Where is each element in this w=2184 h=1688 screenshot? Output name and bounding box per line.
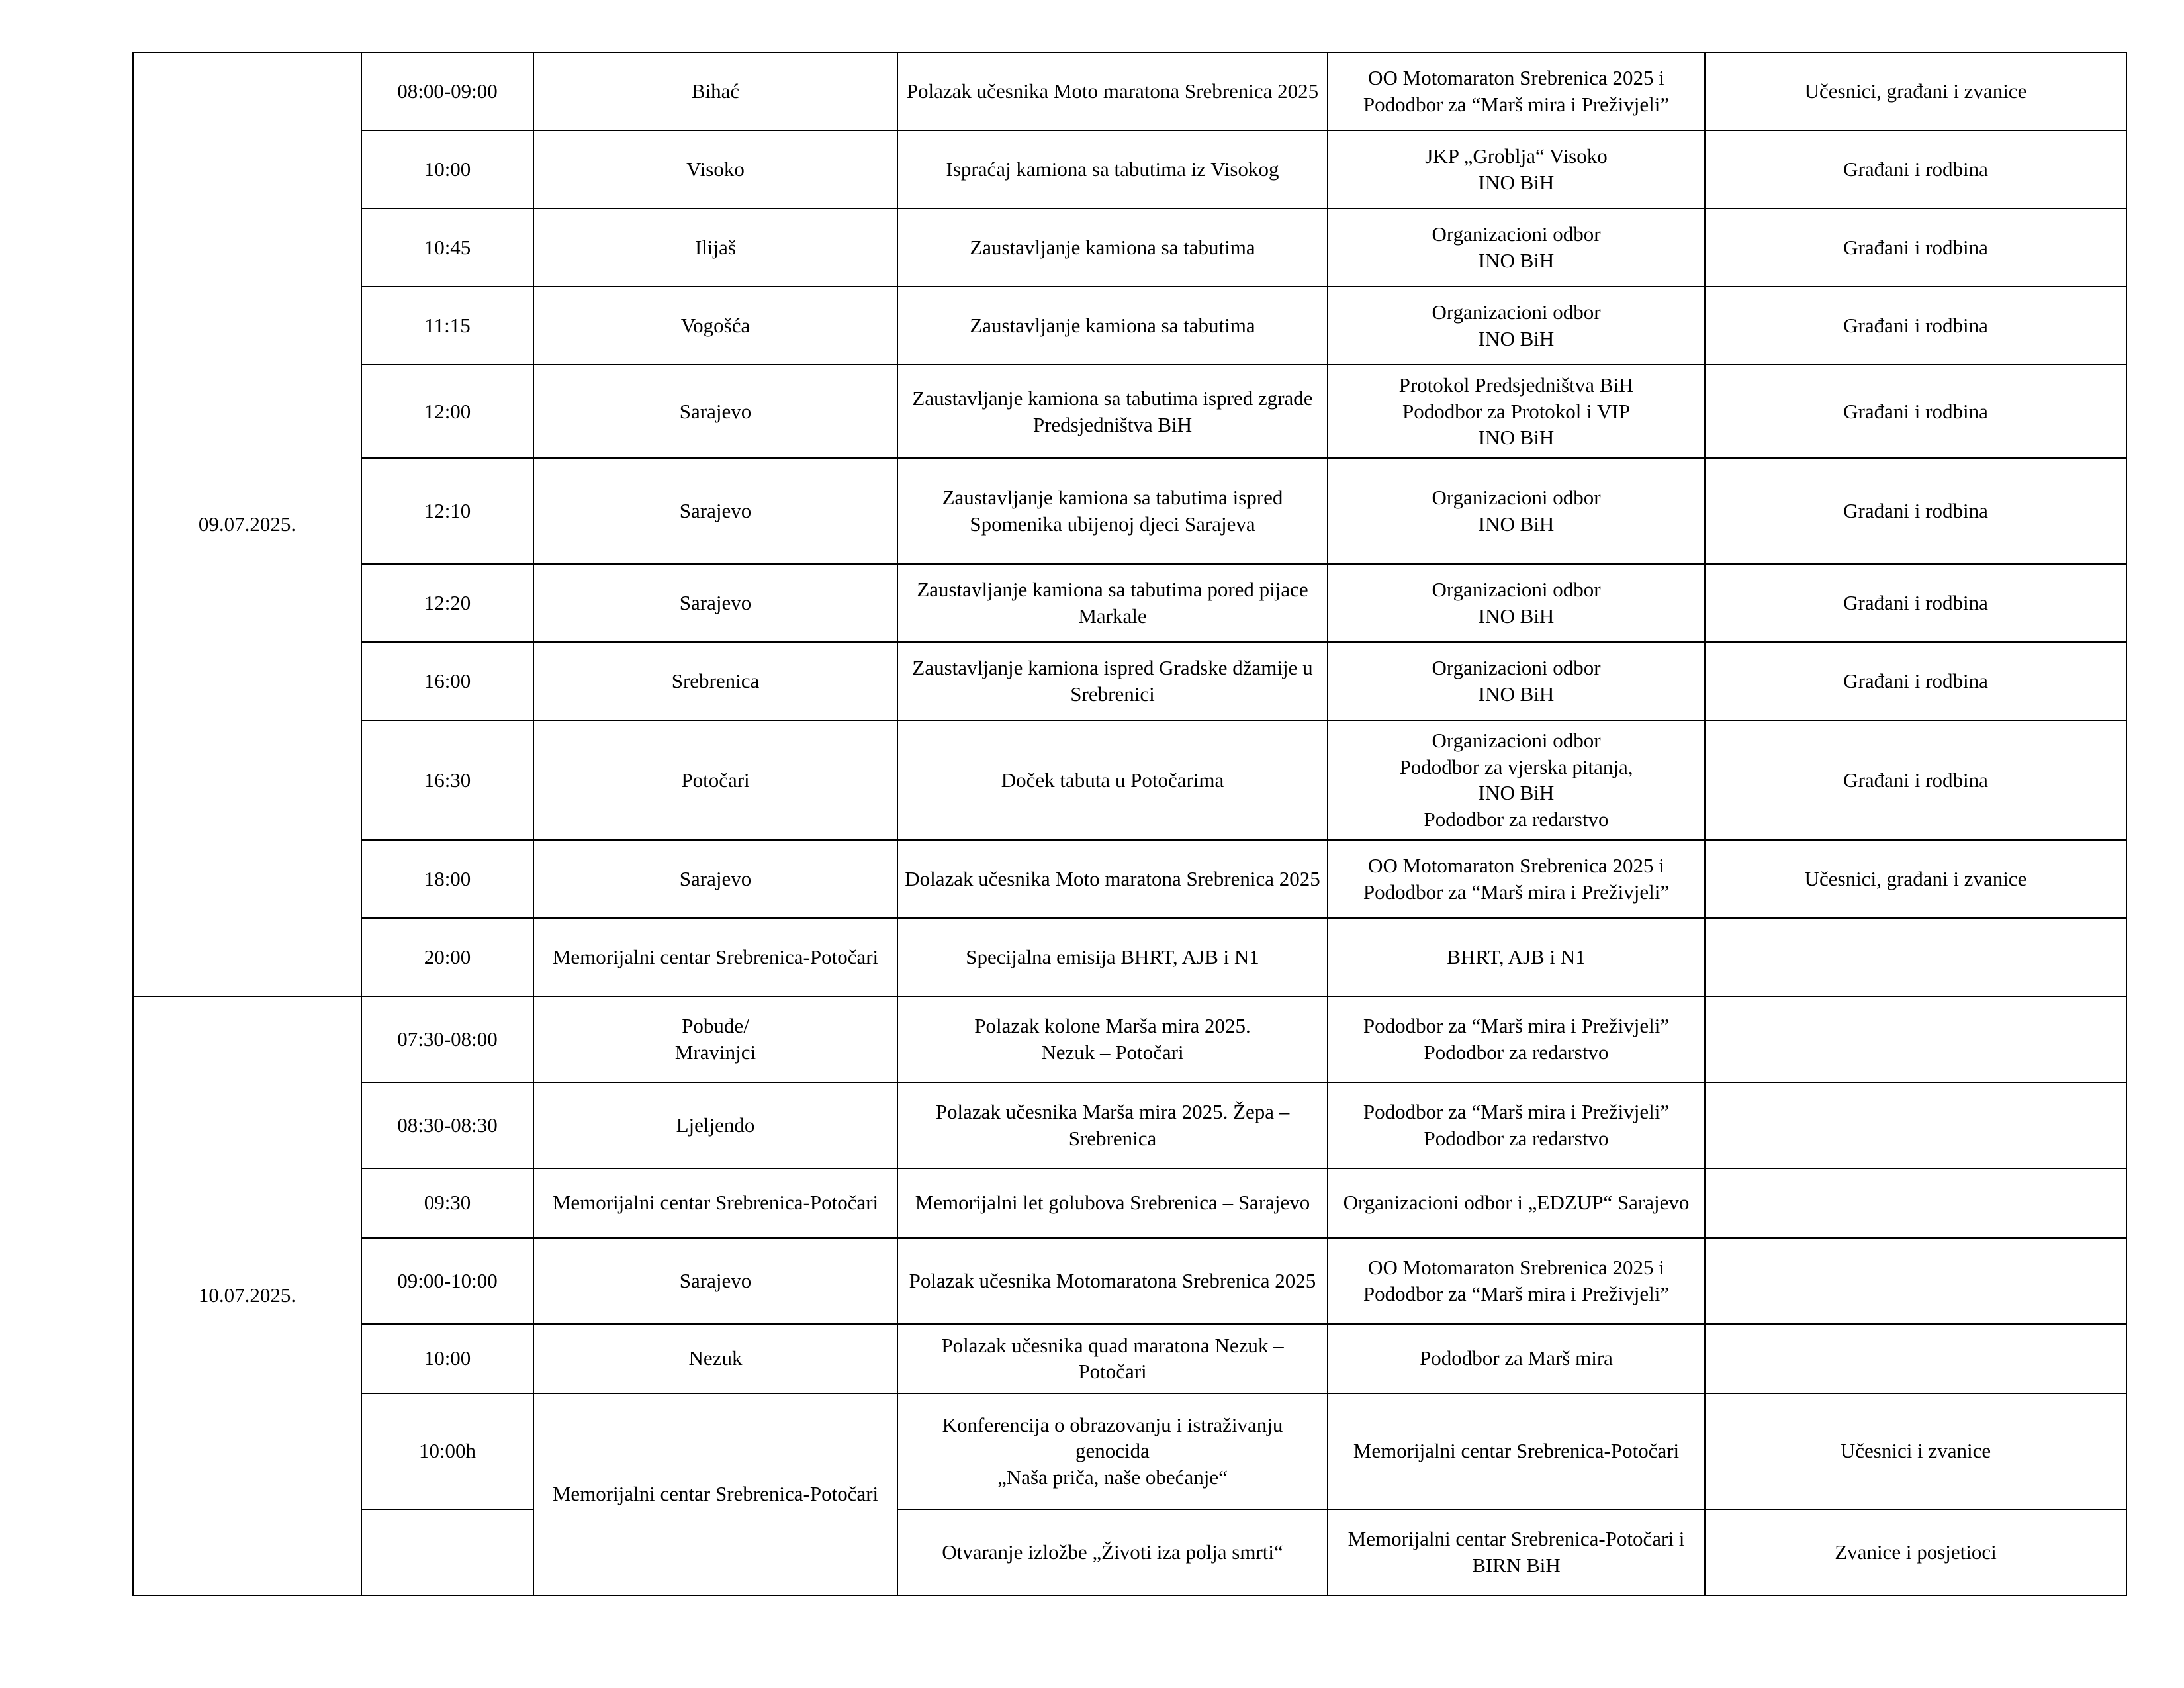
organizer-cell: JKP „Groblja“ Visoko INO BiH xyxy=(1328,130,1705,209)
time-cell: 11:15 xyxy=(361,287,533,365)
participants-cell: Građani i rodbina xyxy=(1705,720,2126,840)
place-cell: Sarajevo xyxy=(533,564,897,642)
organizer-cell: Pododbor za “Marš mira i Preživjeli” Pododbor za redarstvo xyxy=(1328,1082,1705,1168)
date-cell: 09.07.2025. xyxy=(133,52,361,996)
table-row xyxy=(133,1238,2126,1324)
participants-cell xyxy=(1705,918,2126,996)
place-cell: Memorijalni centar Srebrenica-Potočari xyxy=(533,918,897,996)
table-row xyxy=(133,720,2126,840)
place-cell: Sarajevo xyxy=(533,365,897,458)
table-row xyxy=(133,130,2126,209)
time-cell: 10:00 xyxy=(361,130,533,209)
organizer-cell: OO Motomaraton Srebrenica 2025 i Pododbor za “Marš mira i Preživjeli” xyxy=(1328,1238,1705,1324)
table-row xyxy=(133,1082,2126,1168)
table-row xyxy=(133,1168,2126,1238)
organizer-cell: Memorijalni centar Srebrenica-Potočari i BIRN BiH xyxy=(1328,1509,1705,1595)
place-cell: Srebrenica xyxy=(533,642,897,720)
organizer-cell: Organizacioni odbor INO BiH xyxy=(1328,564,1705,642)
participants-cell: Građani i rodbina xyxy=(1705,564,2126,642)
table-row xyxy=(133,564,2126,642)
activity-cell: Zaustavljanje kamiona sa tabutima pored pijace Markale xyxy=(897,564,1328,642)
activity-cell: Konferencija o obrazovanju i istraživanju genocida „Naša priča, naše obećanje“ xyxy=(897,1393,1328,1509)
activity-cell: Zaustavljanje kamiona sa tabutima ispred Spomenika ubijenoj djeci Sarajeva xyxy=(897,458,1328,564)
activity-cell: Zaustavljanje kamiona ispred Gradske džamije u Srebrenici xyxy=(897,642,1328,720)
time-cell: 12:00 xyxy=(361,365,533,458)
schedule-table xyxy=(132,52,2127,1596)
time-cell: 10:45 xyxy=(361,209,533,287)
organizer-cell: Protokol Predsjedništva BiH Pododbor za Protokol i VIP INO BiH xyxy=(1328,365,1705,458)
organizer-cell: OO Motomaraton Srebrenica 2025 i Pododbor za “Marš mira i Preživjeli” xyxy=(1328,52,1705,130)
activity-cell: Polazak učesnika Marša mira 2025. Žepa – Srebrenica xyxy=(897,1082,1328,1168)
table-row xyxy=(133,996,2126,1082)
participants-cell: Učesnici, građani i zvanice xyxy=(1705,52,2126,130)
activity-cell: Ispraćaj kamiona sa tabutima iz Visokog xyxy=(897,130,1328,209)
activity-cell: Specijalna emisija BHRT, AJB i N1 xyxy=(897,918,1328,996)
organizer-cell: Organizacioni odbor INO BiH xyxy=(1328,642,1705,720)
activity-cell: Doček tabuta u Potočarima xyxy=(897,720,1328,840)
table-row xyxy=(133,1509,2126,1595)
organizer-cell: Organizacioni odbor INO BiH xyxy=(1328,209,1705,287)
time-cell: 09:00-10:00 xyxy=(361,1238,533,1324)
participants-cell: Građani i rodbina xyxy=(1705,287,2126,365)
place-cell: Bihać xyxy=(533,52,897,130)
time-cell: 08:00-09:00 xyxy=(361,52,533,130)
time-cell: 10:00 xyxy=(361,1324,533,1393)
activity-cell: Polazak kolone Marša mira 2025. Nezuk – Potočari xyxy=(897,996,1328,1082)
time-cell: 18:00 xyxy=(361,840,533,918)
participants-cell: Zvanice i posjetioci xyxy=(1705,1509,2126,1595)
table-row xyxy=(133,1393,2126,1509)
participants-cell: Učesnici, građani i zvanice xyxy=(1705,840,2126,918)
place-cell: Ilijaš xyxy=(533,209,897,287)
organizer-cell: Organizacioni odbor Pododbor za vjerska pitanja, INO BiH Pododbor za redarstvo xyxy=(1328,720,1705,840)
participants-cell xyxy=(1705,996,2126,1082)
organizer-cell: BHRT, AJB i N1 xyxy=(1328,918,1705,996)
table-row xyxy=(133,1324,2126,1393)
table-row xyxy=(133,52,2126,130)
activity-cell: Dolazak učesnika Moto maratona Srebrenica 2025 xyxy=(897,840,1328,918)
time-cell: 10:00h xyxy=(361,1393,533,1509)
activity-cell: Polazak učesnika quad maratona Nezuk – Potočari xyxy=(897,1324,1328,1393)
organizer-cell: Organizacioni odbor INO BiH xyxy=(1328,287,1705,365)
organizer-cell: Organizacioni odbor i „EDZUP“ Sarajevo xyxy=(1328,1168,1705,1238)
activity-cell: Otvaranje izložbe „Životi iza polja smrti“ xyxy=(897,1509,1328,1595)
organizer-cell: Pododbor za “Marš mira i Preživjeli” Pododbor za redarstvo xyxy=(1328,996,1705,1082)
place-cell: Sarajevo xyxy=(533,840,897,918)
organizer-cell: Organizacioni odbor INO BiH xyxy=(1328,458,1705,564)
place-cell: Pobuđe/ Mravinjci xyxy=(533,996,897,1082)
table-row xyxy=(133,209,2126,287)
time-cell: 07:30-08:00 xyxy=(361,996,533,1082)
time-cell: 08:30-08:30 xyxy=(361,1082,533,1168)
participants-cell xyxy=(1705,1168,2126,1238)
table-row xyxy=(133,840,2126,918)
activity-cell: Memorijalni let golubova Srebrenica – Sarajevo xyxy=(897,1168,1328,1238)
activity-cell: Polazak učesnika Motomaratona Srebrenica 2025 xyxy=(897,1238,1328,1324)
place-cell: Memorijalni centar Srebrenica-Potočari xyxy=(533,1393,897,1595)
time-cell: 12:20 xyxy=(361,564,533,642)
place-cell: Sarajevo xyxy=(533,1238,897,1324)
time-cell: 16:30 xyxy=(361,720,533,840)
place-cell: Potočari xyxy=(533,720,897,840)
place-cell: Nezuk xyxy=(533,1324,897,1393)
table-row xyxy=(133,287,2126,365)
table-row xyxy=(133,918,2126,996)
date-cell: 10.07.2025. xyxy=(133,996,361,1595)
participants-cell: Građani i rodbina xyxy=(1705,209,2126,287)
table-row xyxy=(133,642,2126,720)
organizer-cell: OO Motomaraton Srebrenica 2025 i Pododbor za “Marš mira i Preživjeli” xyxy=(1328,840,1705,918)
table-row xyxy=(133,458,2126,564)
time-cell: 16:00 xyxy=(361,642,533,720)
organizer-cell: Pododbor za Marš mira xyxy=(1328,1324,1705,1393)
place-cell: Ljeljendo xyxy=(533,1082,897,1168)
activity-cell: Zaustavljanje kamiona sa tabutima xyxy=(897,209,1328,287)
activity-cell: Polazak učesnika Moto maratona Srebrenica 2025 xyxy=(897,52,1328,130)
schedule-body xyxy=(133,52,2126,1595)
participants-cell: Učesnici i zvanice xyxy=(1705,1393,2126,1509)
participants-cell: Građani i rodbina xyxy=(1705,365,2126,458)
participants-cell xyxy=(1705,1324,2126,1393)
participants-cell: Građani i rodbina xyxy=(1705,642,2126,720)
place-cell: Sarajevo xyxy=(533,458,897,564)
table-row xyxy=(133,365,2126,458)
organizer-cell: Memorijalni centar Srebrenica-Potočari xyxy=(1328,1393,1705,1509)
participants-cell: Građani i rodbina xyxy=(1705,130,2126,209)
place-cell: Visoko xyxy=(533,130,897,209)
place-cell: Vogošća xyxy=(533,287,897,365)
participants-cell: Građani i rodbina xyxy=(1705,458,2126,564)
time-cell: 09:30 xyxy=(361,1168,533,1238)
activity-cell: Zaustavljanje kamiona sa tabutima ispred zgrade Predsjedništva BiH xyxy=(897,365,1328,458)
time-cell xyxy=(361,1509,533,1595)
place-cell: Memorijalni centar Srebrenica-Potočari xyxy=(533,1168,897,1238)
time-cell: 12:10 xyxy=(361,458,533,564)
activity-cell: Zaustavljanje kamiona sa tabutima xyxy=(897,287,1328,365)
participants-cell xyxy=(1705,1082,2126,1168)
time-cell: 20:00 xyxy=(361,918,533,996)
participants-cell xyxy=(1705,1238,2126,1324)
